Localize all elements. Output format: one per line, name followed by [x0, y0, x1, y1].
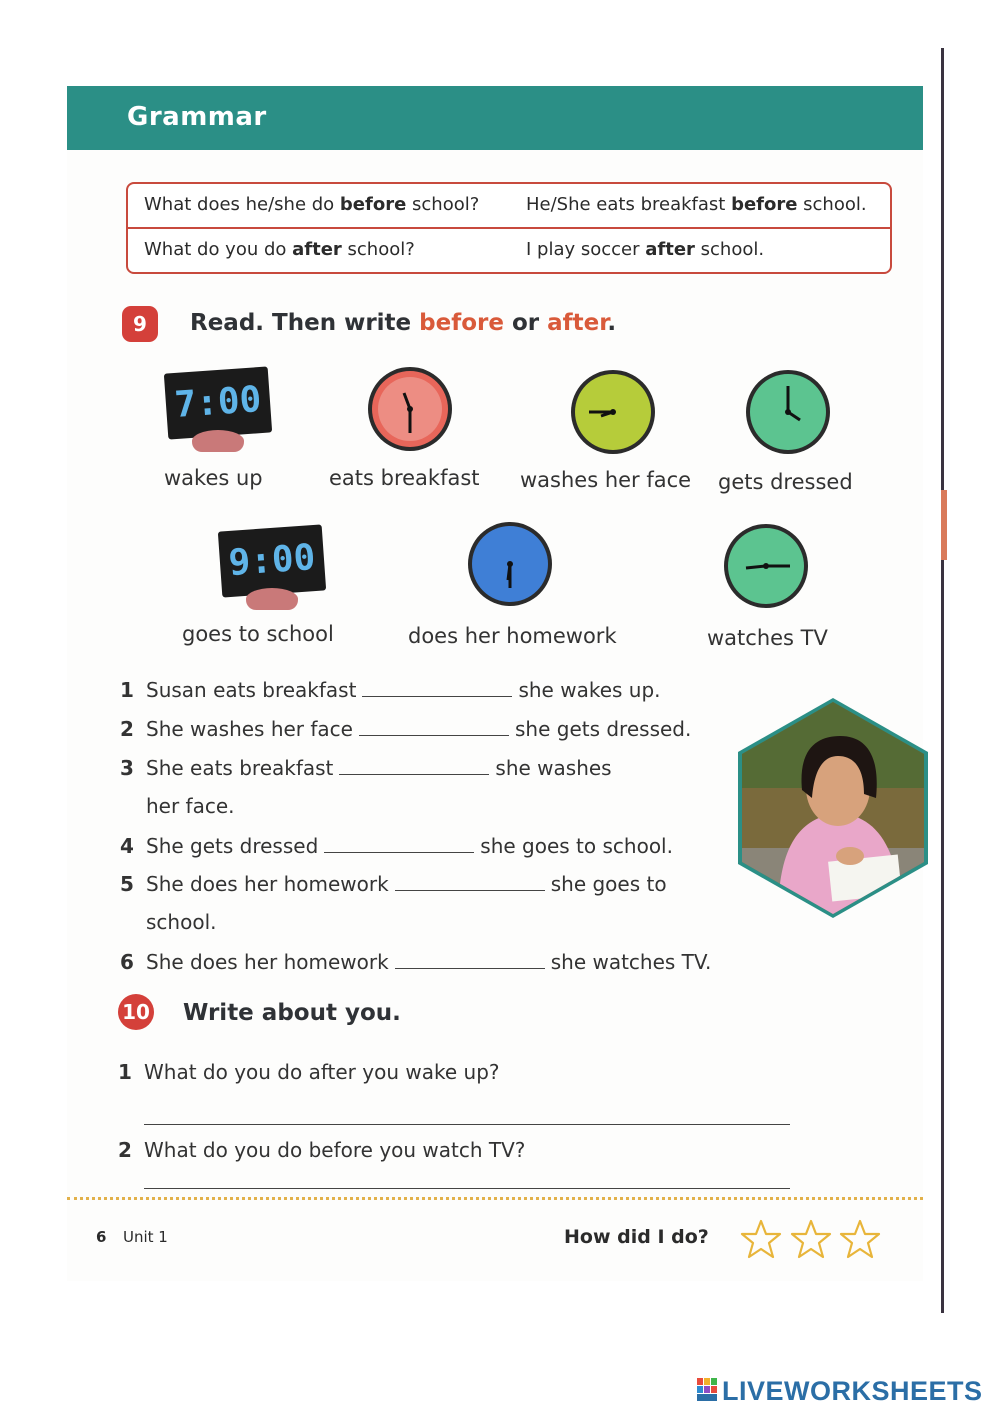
picture-label: does her homework: [408, 624, 617, 648]
answer-blank[interactable]: [324, 839, 474, 853]
picture-label: goes to school: [182, 622, 334, 646]
answer-blank[interactable]: [395, 955, 545, 969]
exercise-item: 3 She eats breakfast she washes: [120, 756, 612, 780]
brand-wordmark: LIVEWORKSHEETS: [722, 1376, 983, 1406]
question-item: 1 What do you do after you wake up?: [118, 1060, 500, 1084]
grammar-answer: I play soccer after school.: [526, 239, 765, 260]
answer-blank[interactable]: [359, 722, 509, 736]
digital-clock-icon: 7:00: [166, 370, 270, 452]
grammar-answer: He/She eats breakfast before school.: [526, 194, 867, 215]
binding-edge: [941, 48, 944, 1313]
exercise-item: 2 She washes her face she gets dressed.: [120, 717, 692, 741]
grammar-row: [128, 229, 890, 274]
star-icon[interactable]: [790, 1218, 832, 1260]
grammar-row: [128, 184, 890, 229]
picture-label: washes her face: [520, 468, 692, 492]
page-tab-marker: [941, 490, 947, 560]
liveworksheets-logo-icon: [697, 1378, 717, 1402]
question-item: 2 What do you do before you watch TV?: [118, 1138, 526, 1162]
exercise-continuation: school.: [146, 910, 217, 934]
answer-blank[interactable]: [395, 877, 545, 891]
unit-label: Unit 1: [123, 1228, 168, 1246]
grammar-header: [67, 86, 923, 150]
exercise-item: 1 Susan eats breakfast she wakes up.: [120, 678, 661, 702]
exercise-item: 6 She does her homework she watches TV.: [120, 950, 712, 974]
page-title: Grammar: [127, 102, 267, 132]
section-title: Write about you.: [183, 1000, 401, 1026]
picture-label: eats breakfast: [329, 466, 480, 490]
exercise-item: 4 She gets dressed she goes to school.: [120, 834, 673, 858]
clock-icon: [366, 365, 454, 453]
grammar-question: What do you do after school?: [144, 239, 415, 260]
picture-label: watches TV: [707, 626, 828, 650]
grammar-box: [126, 182, 892, 274]
exercise-item: 5 She does her homework she goes to: [120, 872, 667, 896]
star-icon[interactable]: [839, 1218, 881, 1260]
section-number-badge: 9: [122, 306, 158, 342]
section-number-badge: 10: [118, 994, 154, 1030]
picture-label: wakes up: [164, 466, 263, 490]
self-assessment-label: How did I do?: [564, 1226, 709, 1248]
section-title: Read. Then write before or after.: [190, 310, 617, 336]
clock-icon: [569, 368, 657, 456]
footer-divider: [67, 1197, 923, 1200]
exercise-continuation: her face.: [146, 794, 235, 818]
clock-icon: [466, 520, 554, 608]
picture-label: gets dressed: [718, 470, 853, 494]
girl-writing-photo: [738, 698, 928, 918]
clock-icon: [722, 522, 810, 610]
digital-clock-icon: 9:00: [220, 528, 324, 610]
grammar-question: What does he/she do before school?: [144, 194, 480, 215]
star-icon[interactable]: [740, 1218, 782, 1260]
answer-blank[interactable]: [339, 761, 489, 775]
answer-blank[interactable]: [362, 683, 512, 697]
answer-line[interactable]: [144, 1188, 790, 1189]
answer-line[interactable]: [144, 1124, 790, 1125]
clock-icon: [744, 368, 832, 456]
page-number: 6: [96, 1228, 107, 1246]
